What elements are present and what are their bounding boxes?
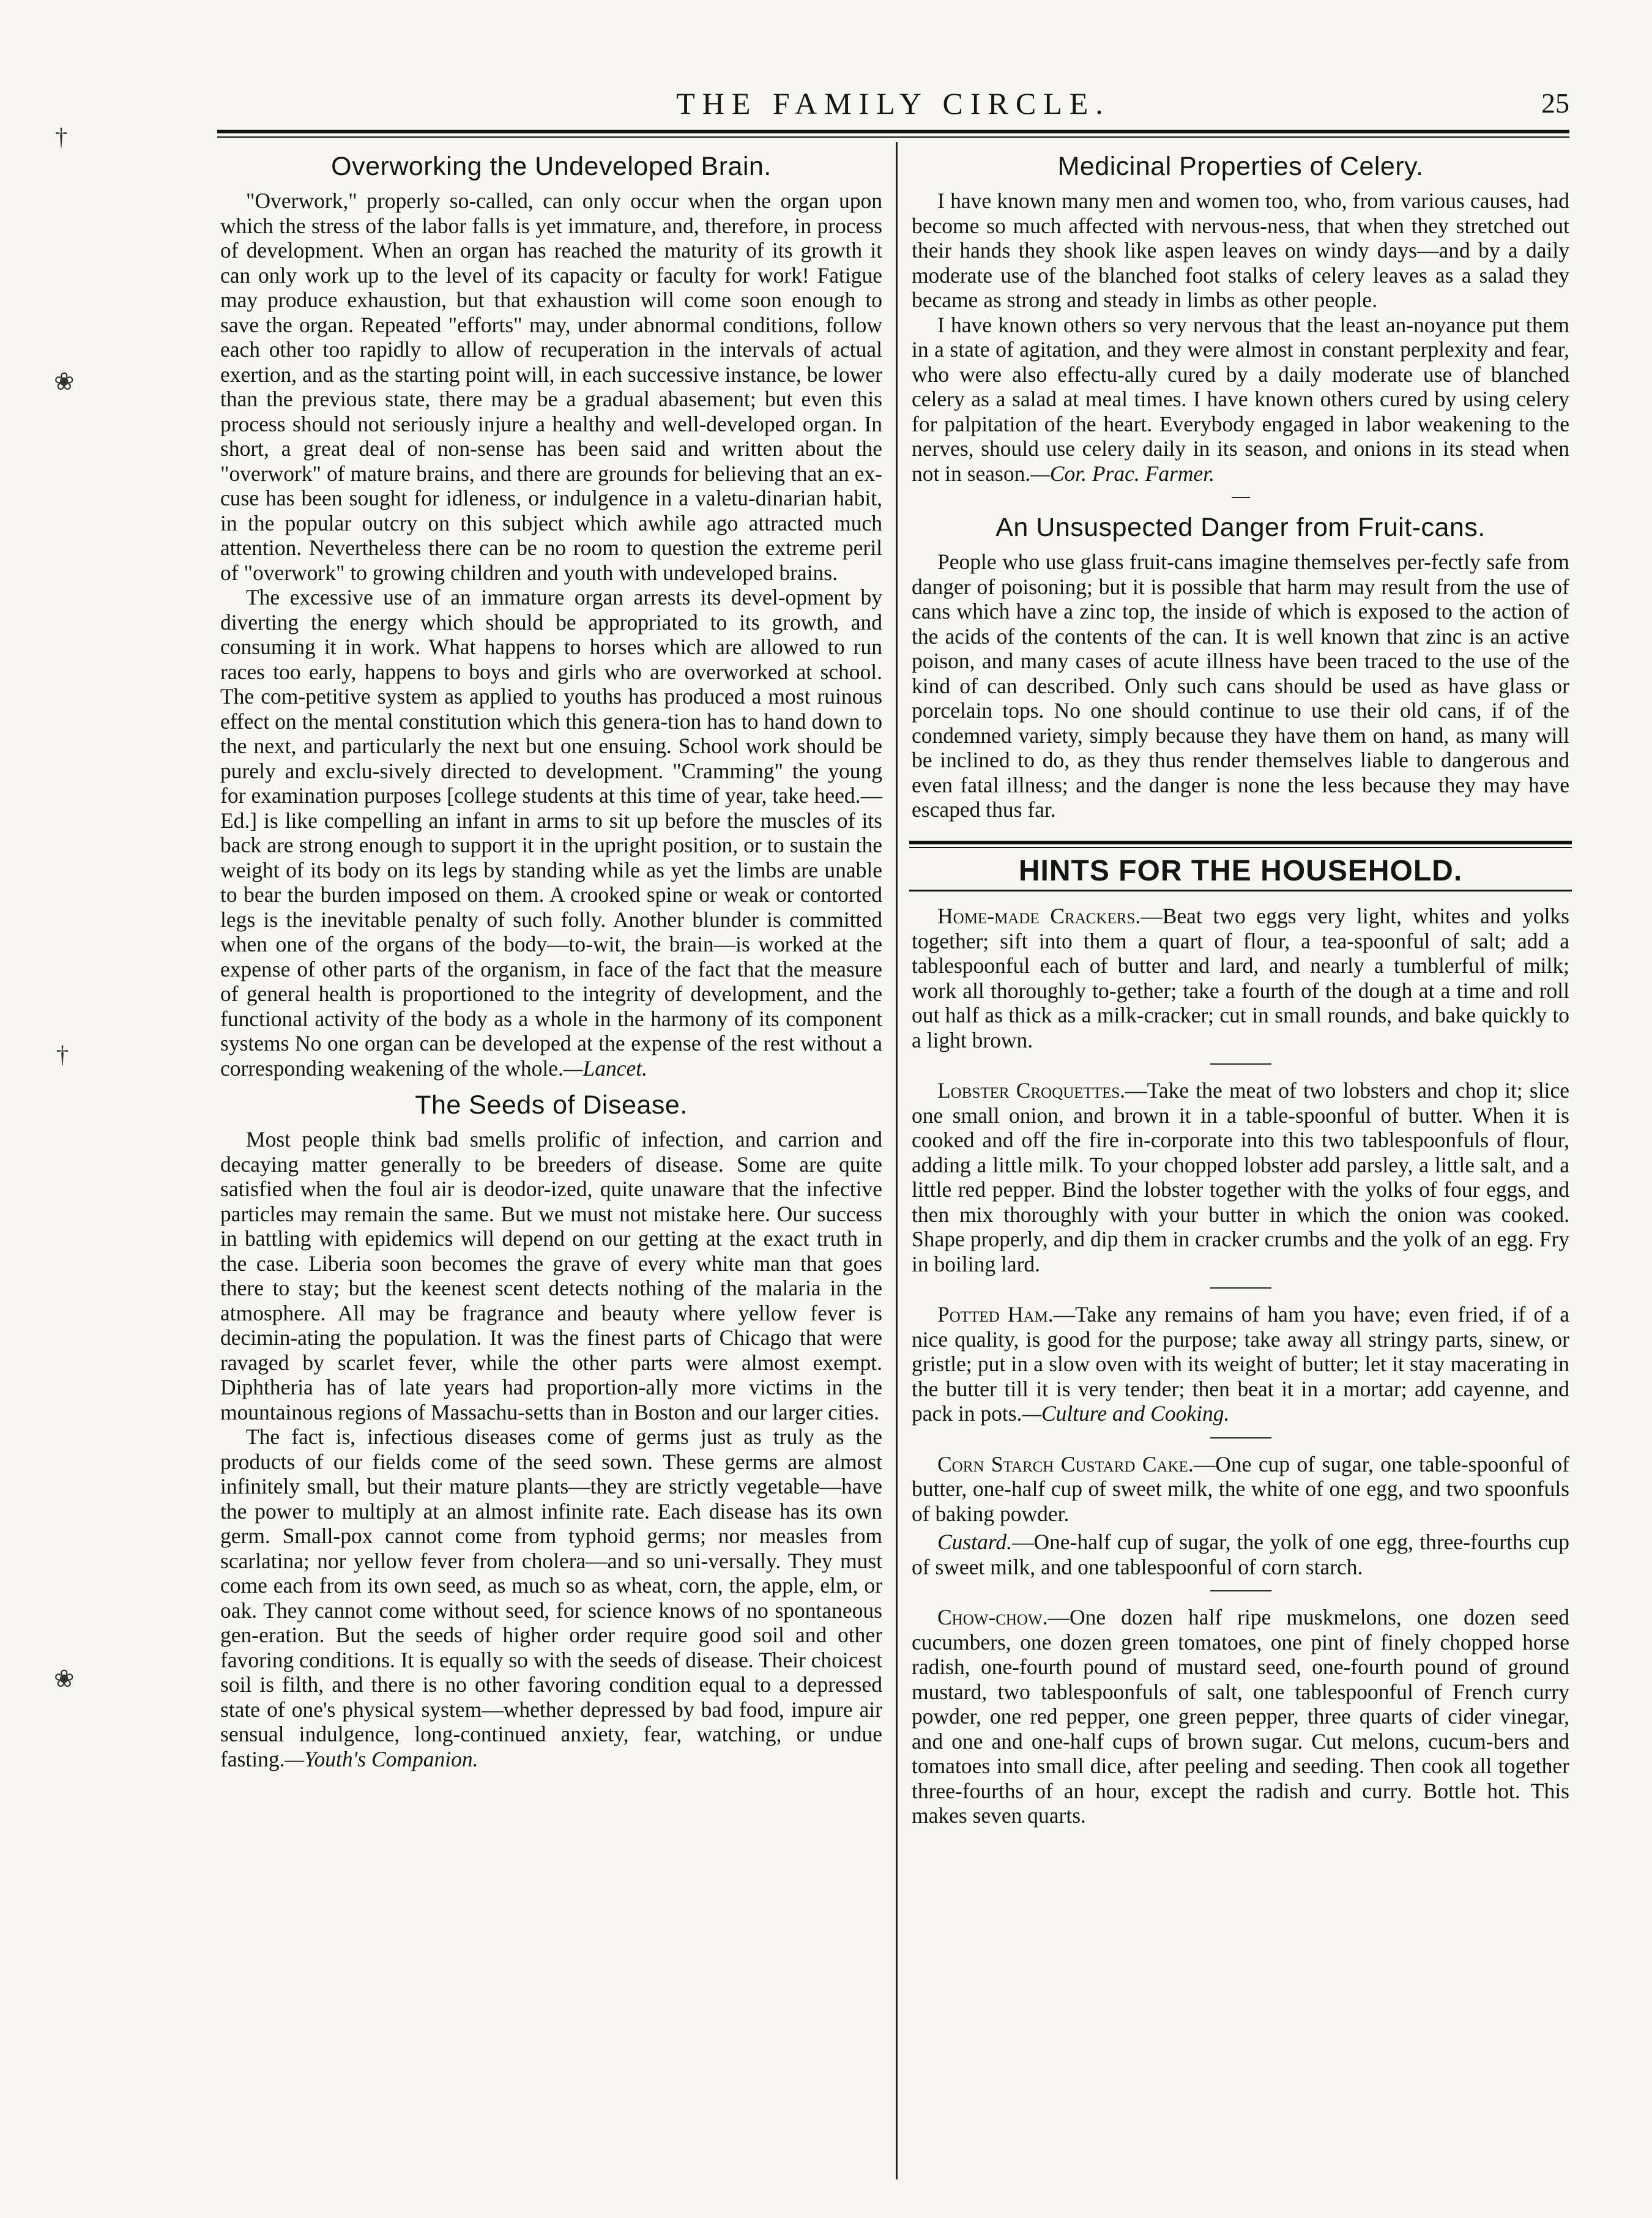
binding-mark-icon: ❀	[54, 368, 75, 395]
recipe-heading: Chow-chow.	[937, 1605, 1048, 1629]
article-source: —Cor. Prac. Farmer.	[1030, 461, 1215, 486]
recipe-heading: Corn Starch Custard Cake.	[937, 1451, 1194, 1476]
right-column	[912, 147, 1569, 1828]
recipe-source: —Culture and Cooking.	[1022, 1401, 1230, 1426]
paragraph-text: The fact is, infectious diseases come of germs just as truly as the products of our fields come of the seed sown. These germs are almost infinitely small, but their mature plants—they are strictly vegetable—have the power to multiply at an almost infinite rate. Each disease has its own germ. Small-pox cannot come from typhoid germs; nor measles from scarlatina; nor yellow fever from cholera—and so uni-versally. They must come each from its own seed, as much so as wheat, corn, the apple, elm, or oak. They cannot come without seed, for science knows of no spontaneous gen-eration. But the seeds of higher order require good soil and other favoring conditions. It is equally so with the seeds of disease. Their choicest soil is filth, and there is no other favoring condition equal to a depressed state of one's physical system—whether depressed by bad food, impure air sensual indulgence, long-continued anxiety, fear, watching, or undue fasting.	[220, 1424, 882, 1771]
hints-rule-top	[909, 841, 1572, 848]
binding-mark-icon: ❀	[54, 1665, 75, 1692]
recipe-divider	[1210, 1063, 1271, 1065]
paragraph-text: I have known others so very nervous that the least an-noyance put them in a state of agitation, and they were almost in constant perplexity and fear, who were also effectu-ally cured by a daily moderate use of blanched celery as a salad at meal times. I have known others cured by using celery for palpitation of the heart. Everybody engaged in labor weakening to the nerves, should use celery daily in its season, and onions in its stead when not in season.	[912, 312, 1569, 486]
recipe-paragraph	[912, 1452, 1569, 1527]
article-celery	[912, 151, 1569, 486]
hints-title: HINTS FOR THE HOUSEHOLD.	[1018, 854, 1463, 887]
recipe-chowchow	[912, 1605, 1569, 1828]
header-rule	[217, 130, 1569, 138]
recipe-paragraph	[912, 1302, 1569, 1426]
binding-mark-icon: †	[55, 123, 67, 151]
recipe-text: —Beat two eggs very light, whites and yolks together; sift into them a quart of flour, a tea-spoonful of salt; add a tablespoonful each of butter and lard, and nearly a tumblerful of milk; work all thoroughly to-gether; take a fourth of the dough at a time and roll out half as thick as a milk-cracker; cut in small rounds, and bake quickly to a light brown.	[912, 904, 1569, 1052]
article-paragraph: People who use glass fruit-cans imagine themselves per-fectly safe from danger of poisoning; but it is possible that harm may result from the use of cans which have a zinc top, the inside of which is exposed to the action of the acids of the contents of the can. It is well known that zinc is an active poison, and many cases of acute illness have been traced to the use of the kind of can described. Only such cans should be used as have glass or porcelain tops. No one should continue to use their old cans, if of the condemned variety, simply because they have them on hand, as many will be inclined to do, as they thus render themselves liable to dangerous and even fatal illness; and the danger is none the less because they may have escaped thus far.	[912, 549, 1569, 822]
recipe-paragraph	[912, 1530, 1569, 1579]
article-paragraph	[220, 585, 882, 1081]
paragraph-text: The excessive use of an immature organ arrests its devel-opment by diverting the energy which should be appropriated to its growth, and consuming it in work. What happens to horses which are allowed to run races too early, happens to boys and girls who are overworked at school. The com-petitive system as applied to youths has produced a most ruinous effect on the mental constitution which this genera-tion has to hand down to the next, and particularly the next but one ensuing. School work should be purely and exclu-sively directed to development. "Cramming" the young for examination purposes [college students at this time of year, take heed.—Ed.] is like compelling an infant in arms to sit up before the muscles of its back are strong enough to support it in the upright position, or to sustain the weight of its body on its legs by standing while as yet the limbs are unable to bear the burden imposed on them. A crooked spine or weak or contorted legs is the inevitable penalty of such folly. Another blunder is committed when one of the organs of the body—to-wit, the brain—is worked at the expense of other parts of the organism, in face of the fact that the measure of general health is proportioned to the integrity of development, and the functional activity of the body as a whole in the harmony of its component systems No one organ can be developed at the expense of the rest without a corresponding weakening of the whole.	[220, 585, 882, 1081]
recipe-divider	[1210, 1590, 1271, 1591]
page-number: 25	[1541, 87, 1569, 119]
recipe-text: —Take the meat of two lobsters and chop it; slice one small onion, and brown it in a table-spoonful of butter. When it is cooked and off the fire in-corporate into this two tablespoonfuls of flour, adding a little milk. To your chopped lobster add parsley, a little salt, and a little red pepper. Bind the lobster together with the yolks of four eggs, and then mix thoroughly with your butter in which the onion was cooked. Shape properly, and dip them in cracker crumbs and the yolk of an egg. Fry in boiling lard.	[912, 1078, 1569, 1276]
section-divider	[1232, 497, 1250, 498]
recipe-heading: Custard.	[937, 1530, 1012, 1554]
publication-title: THE FAMILY CIRCLE.	[676, 86, 1111, 121]
recipe-text: —One dozen half ripe muskmelons, one dozen seed cucumbers, one dozen green tomatoes, one pint of finely chopped horse radish, one-fourth pound of mustard seed, one-fourth pound of ground mustard, two tablespoonfuls of salt, one tablespoonful of French curry powder, one red pepper, one green pepper, three quarts of cider vinegar, and one and one-half cups of brown sugar. Cut melons, cucum-bers and tomatoes into small dice, after peeling and seeding. Then cook all together three-fourths of an hour, except the radish and curry. Bottle hot. This makes seven quarts.	[912, 1605, 1569, 1828]
article-title: Medicinal Properties of Celery.	[1057, 152, 1424, 181]
recipe-ham	[912, 1302, 1569, 1426]
recipe-heading: Lobster Croquettes.	[937, 1078, 1126, 1103]
article-title: The Seeds of Disease.	[415, 1090, 688, 1120]
recipe-paragraph	[912, 904, 1569, 1052]
hints-section-header	[909, 841, 1572, 892]
left-column	[220, 147, 882, 1771]
column-divider	[896, 142, 898, 2179]
article-paragraph	[912, 313, 1569, 486]
recipe-text: —Take any remains of ham you have; even fried, if of a nice quality, is good for the purpose; take away all stringy parts, sinew, or gristle; put in a slow oven with its weight of butter; let it stay macerating in the butter till it is very tender; then beat it in a mortar; add cayenne, and pack in pots.	[912, 1302, 1569, 1426]
recipe-paragraph	[912, 1605, 1569, 1828]
page-header	[217, 86, 1569, 128]
recipe-divider	[1210, 1437, 1271, 1438]
article-seeds	[220, 1089, 882, 1771]
article-paragraph: "Overwork," properly so-called, can only occur when the organ upon which the stress of the labor falls is yet immature, and, therefore, in process of development. When an organ has reached the maturity of its growth it can only work up to the level of its capacity or faculty for work! Fatigue may produce exhaustion, but that exhaustion will come soon enough to save the organ. Repeated "efforts" may, under abnormal conditions, follow each other too rapidly to allow of recuperation in the intervals of actual exertion, and as the starting point will, in each successive instance, be lower than the previous state, there may be a gradual abasement; but even this process should not seriously injure a healthy and well-developed organ. In short, a great deal of non-sense has been said and written about the "overwork" of mature brains, and there are grounds for believing that an ex-cuse has been sought for idleness, or indulgence in a valetu-dinarian habit, in the popular outcry on this subject which awhile ago attracted much attention. Nevertheless there can be no room to question the extreme peril of "overwork" to growing children and youth with undeveloped brains.	[220, 188, 882, 585]
recipe-paragraph	[912, 1078, 1569, 1276]
recipe-text: —One cup of sugar, one table-spoonful of butter, one-half cup of sweet milk, the white of one egg, and two spoonfuls of baking powder.	[912, 1451, 1569, 1526]
article-overwork	[220, 151, 882, 1081]
recipe-heading: Home-made Crackers.	[937, 904, 1141, 928]
article-source: —Lancet.	[563, 1055, 647, 1081]
recipe-lobster	[912, 1078, 1569, 1276]
recipe-divider	[1210, 1287, 1271, 1289]
article-paragraph: Most people think bad smells prolific of infection, and carrion and decaying matter generally to be breeders of disease. Some are quite satisfied when the foul air is deodor-ized, quite unaware that the infective particles may remain the same. But we must not mistake here. Our success in battling with epidemics will depend on our getting at the exact truth in the case. Liberia soon becomes the grave of every white man that goes there to stay; but the keenest scent detects nothing of the malaria in the atmosphere. All may be fragrance and beauty where yellow fever is decimin-ating the population. It was the finest parts of Chicago that were ravaged by scarlet fever, while the other parts were almost exempt. Diphtheria has of late years had proportion-ally more victims in the mountainous regions of Massachu-setts than in Boston and our larger cities.	[220, 1127, 882, 1424]
binding-mark-icon: †	[56, 1041, 69, 1068]
recipe-heading: Potted Ham.	[937, 1302, 1054, 1327]
article-title: An Unsuspected Danger from Fruit-cans.	[995, 513, 1486, 542]
article-fruitcans	[912, 512, 1569, 822]
article-title: Overworking the Undeveloped Brain.	[331, 152, 772, 181]
article-source: —Youth's Companion.	[285, 1746, 478, 1771]
recipe-text: —One-half cup of sugar, the yolk of one egg, three-fourths cup of sweet milk, and one tablespoonful of corn starch.	[912, 1530, 1569, 1579]
recipe-crackers	[912, 904, 1569, 1052]
hints-rule-bottom	[909, 890, 1572, 891]
article-paragraph: I have known many men and women too, who, from various causes, had become so much affected with nervous-ness, that when they stretched out their hands they shook like aspen leaves on windy days—and by a daily moderate use of the blanched foot stalks of celery leaves as a salad they became as strong and steady in limbs as other people.	[912, 188, 1569, 312]
recipe-cake	[912, 1452, 1569, 1580]
article-paragraph	[220, 1424, 882, 1771]
